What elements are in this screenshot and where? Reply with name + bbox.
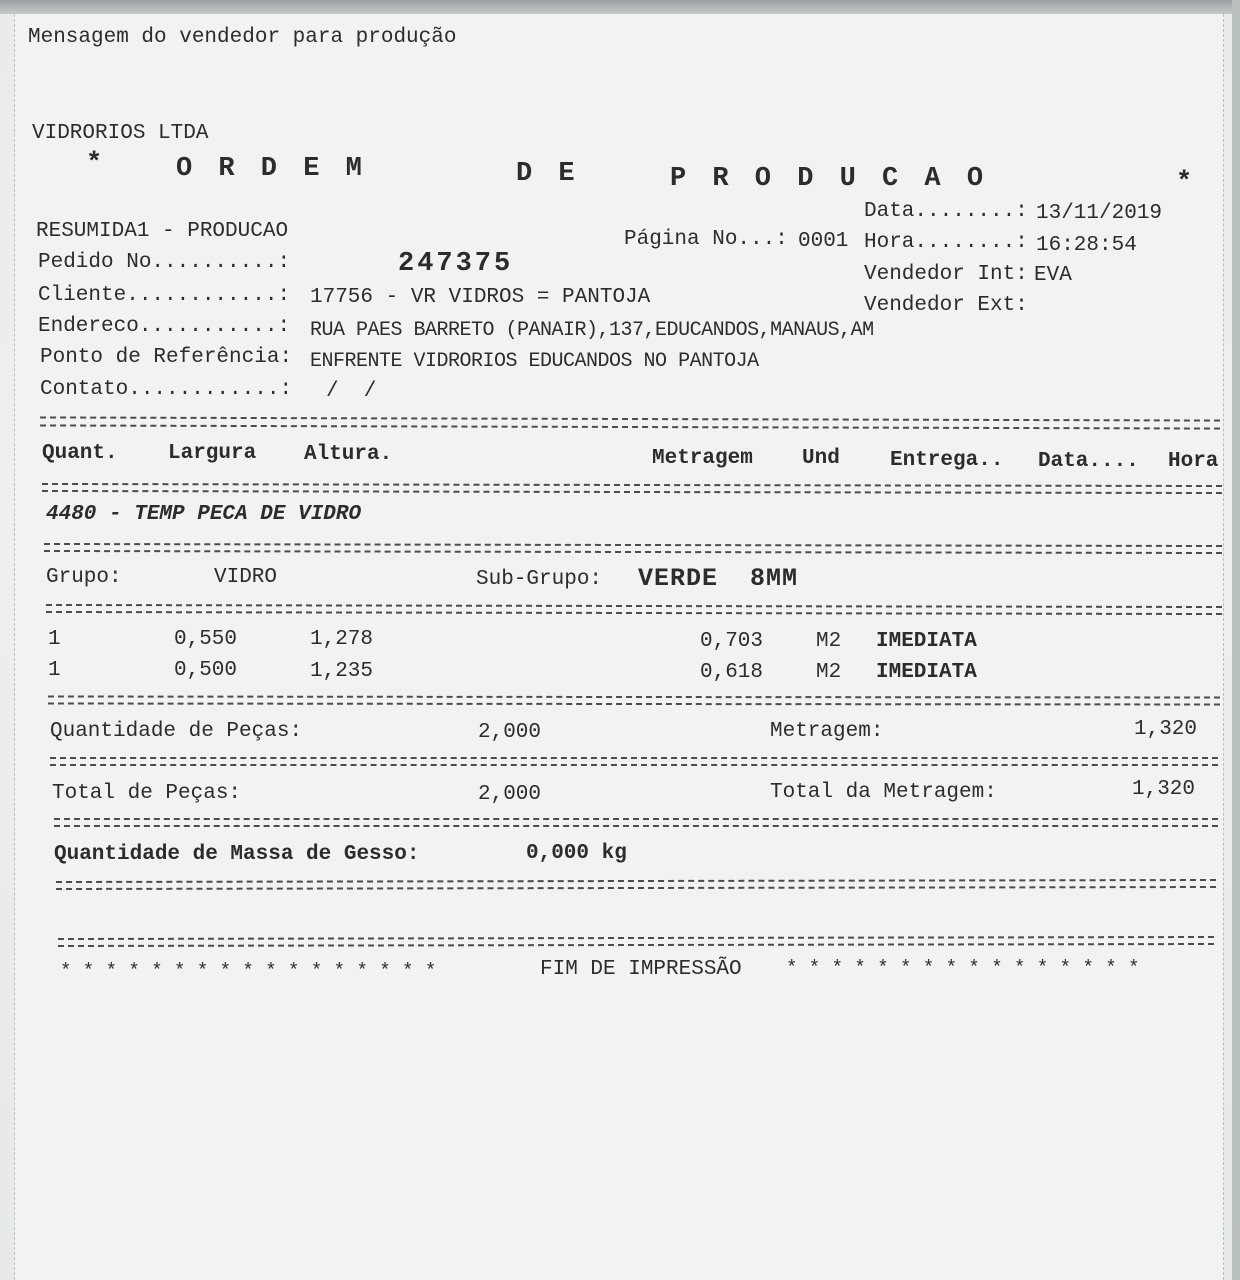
col-hora: Hora: [1168, 450, 1219, 473]
title-word-producao: P R O D U C A O: [670, 164, 984, 194]
group-label: Grupo:: [46, 566, 122, 589]
col-und: Und: [802, 447, 840, 470]
footer-stars-left: * * * * * * * * * * * * * * * * *: [60, 960, 437, 982]
window-top-edge: [0, 0, 1240, 14]
date-value: 13/11/2019: [1036, 202, 1163, 225]
title-word-ordem: O R D E M: [176, 154, 362, 184]
col-quant: Quant.: [42, 442, 118, 465]
group-value: VIDRO: [214, 566, 278, 589]
row-2-altura: 1,235: [310, 660, 374, 683]
subgroup-label: Sub-Grupo:: [476, 568, 603, 591]
row-2-largura: 0,500: [174, 659, 238, 682]
divider: [50, 764, 1218, 766]
order-number: 247375: [398, 249, 514, 279]
qty-pieces-label: Quantidade de Peças:: [50, 720, 303, 743]
row-1-largura: 0,550: [174, 628, 238, 651]
report-type: RESUMIDA1 - PRODUCAO: [36, 220, 289, 243]
divider: [54, 825, 1218, 827]
window-right-edge: [1232, 0, 1240, 1280]
subgroup-value: VERDE 8MM: [638, 564, 799, 593]
footer-end-of-print: FIM DE IMPRESSÃO: [540, 958, 742, 981]
row-2-und: M2: [816, 661, 842, 684]
product-line: 4480 - TEMP PECA DE VIDRO: [46, 503, 362, 526]
company-name: VIDRORIOS LTDA: [32, 122, 209, 145]
address-value: RUA PAES BARRETO (PANAIR),137,EDUCANDOS,MANAUS,AM: [310, 319, 874, 342]
total-metragem-label: Total da Metragem:: [770, 781, 997, 804]
row-2-metragem: 0,618: [700, 661, 764, 684]
total-metragem-value: 1,320: [1132, 778, 1196, 801]
metragem-label: Metragem:: [770, 720, 884, 743]
row-1-quant: 1: [48, 628, 61, 651]
qty-pieces-value: 2,000: [478, 721, 542, 744]
title-star-left: *: [86, 149, 103, 179]
row-2-quant: 1: [48, 659, 61, 682]
date-label: Data........:: [864, 200, 1028, 223]
total-pieces-label: Total de Peças:: [52, 782, 242, 805]
total-pieces-value: 2,000: [478, 783, 542, 806]
seller-ext-label: Vendedor Ext:: [864, 294, 1028, 317]
divider: [54, 818, 1218, 820]
time-label: Hora........:: [864, 231, 1028, 254]
client-value: 17756 - VR VIDROS = PANTOJA: [310, 286, 651, 309]
row-1-metragem: 0,703: [700, 630, 764, 653]
col-metragem: Metragem: [652, 447, 753, 470]
contact-value: / /: [326, 380, 377, 403]
col-entrega: Entrega..: [890, 449, 1004, 472]
contact-label: Contato............:: [40, 378, 293, 401]
gesso-value: 0,000 kg: [526, 842, 627, 865]
order-label: Pedido No..........:: [38, 251, 291, 274]
address-label: Endereco...........:: [38, 315, 291, 338]
col-data: Data....: [1038, 450, 1139, 473]
col-largura: Largura: [168, 442, 257, 465]
seller-int-label: Vendedor Int:: [864, 263, 1028, 286]
seller-message-header: Mensagem do vendedor para produção: [28, 26, 457, 49]
reference-label: Ponto de Referência:: [40, 346, 293, 369]
page-label: Página No...:: [624, 228, 788, 251]
title-word-de: D E: [516, 159, 575, 189]
row-1-entrega: IMEDIATA: [876, 630, 977, 653]
client-label: Cliente............:: [38, 284, 291, 307]
row-1-und: M2: [816, 630, 842, 653]
row-1-altura: 1,278: [310, 628, 374, 651]
seller-int-value: EVA: [1034, 264, 1072, 287]
reference-value: ENFRENTE VIDRORIOS EDUCANDOS NO PANTOJA: [310, 350, 759, 373]
row-2-entrega: IMEDIATA: [876, 661, 977, 684]
divider: [50, 757, 1218, 759]
page-number: 0001: [798, 230, 849, 253]
time-value: 16:28:54: [1036, 234, 1137, 257]
footer-stars-right: * * * * * * * * * * * * * * * *: [786, 957, 1140, 979]
metragem-value: 1,320: [1134, 718, 1198, 741]
title-star-right: *: [1176, 168, 1193, 198]
col-altura: Altura.: [304, 443, 393, 466]
gesso-label: Quantidade de Massa de Gesso:: [54, 843, 420, 866]
